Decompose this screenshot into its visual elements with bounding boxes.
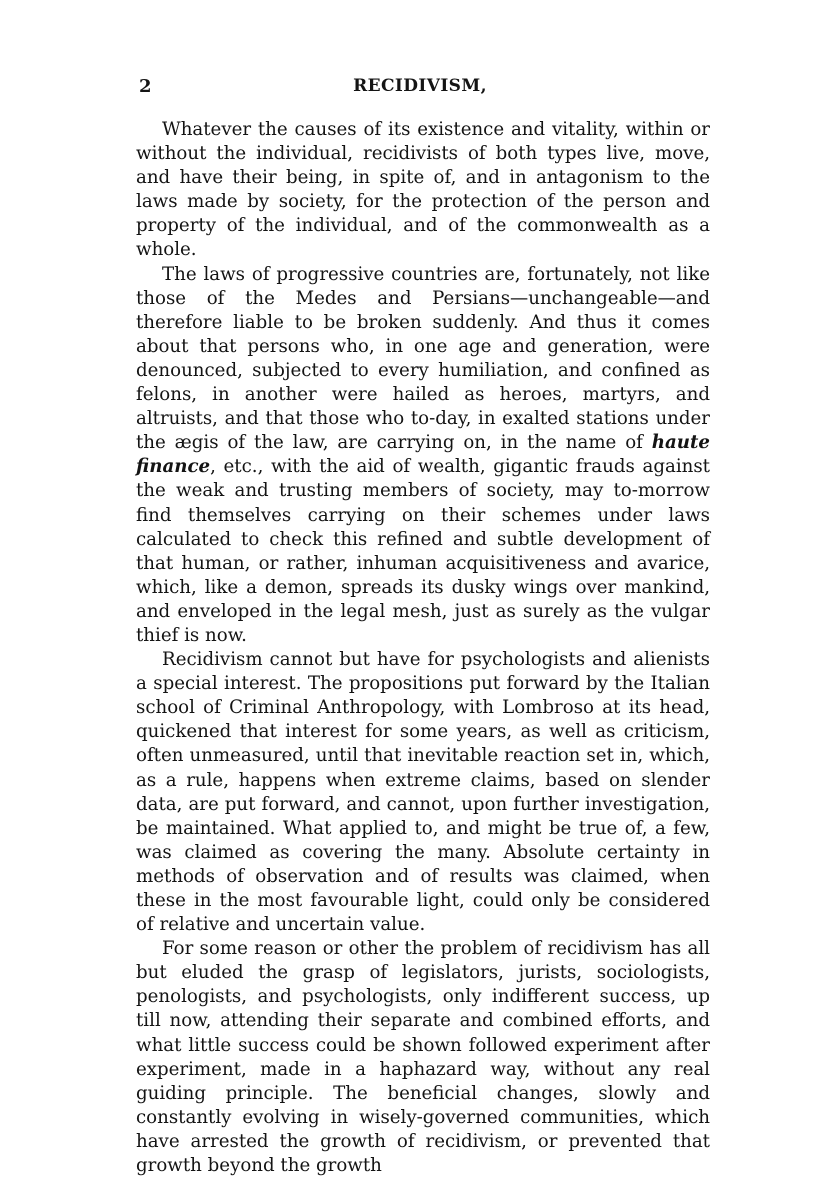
body-text [136,118,710,1178]
page-header [0,76,840,106]
paragraph-1: Whatever the causes of its existence and vitality, within or without the individual, recidivists of both types live, move, and have their being, in spite of, and in antagonism to the laws made by society, for the protection of the person and property of the individual, and of the commonwealth as a whole. [136,119,710,261]
running-title: RECIDIVISM, [353,76,487,96]
paragraph-4: For some reason or other the problem of recidivism has all but eluded the grasp of legislators, jurists, sociologists, penologists, and psychologists, only indifferent success, up till now, attending their separate and combined efforts, and what little success could be shown followed experiment after experiment, made in a haphazard way, without any real guiding principle. The beneficial changes, slowly and constantly evolving in wisely-governed communities, which have arrested the growth of recidivism, or prevented that growth beyond the growth [136,938,710,1177]
paragraph-2-part-1: The laws of progressive countries are, fortunately, not like those of the Medes and Persians—unchangeable—and therefore liable to be broken suddenly. And thus it comes about that persons who, in one age and generation, were denounced, subjected to every humiliation, and confined as felons, in another were hailed as heroes, martyrs, and altruists, and that those who to-day, in exalted stations under the ægis of the law, are carrying on, in the name of [136,263,710,454]
paragraph-2 [136,263,710,649]
paragraph-3: Recidivism cannot but have for psychologists and alienists a special interest. The propositions put forward by the Italian school of Criminal Anthropology, with Lombroso at its head, quickened that interest for some years, as well as criticism, often unmeasured, until that inevitable reaction set in, which, as a rule, happens when extreme claims, based on slender data, are put forward, and cannot, upon further investigation, be maintained. What applied to, and might be true of, a few, was claimed as covering the many. Absolute certainty in methods of observation and of results was claimed, when these in the most favourable light, could only be considered of relative and uncertain value. [136,649,710,936]
paragraph-2-part-2: , etc., with the aid of wealth, gigantic frauds against the weak and trusting members of society, may to-morrow find themselves carrying on their schemes under laws calculated to check this refined and subtle development of that human, or rather, inhuman acquisitiveness and avarice, which, like a demon, spreads its dusky wings over mankind, and enveloped in the legal mesh, just as surely as the vulgar thief is now. [136,456,710,646]
page-number: 2 [139,76,152,97]
italic-phrase: haute finance [136,432,710,478]
